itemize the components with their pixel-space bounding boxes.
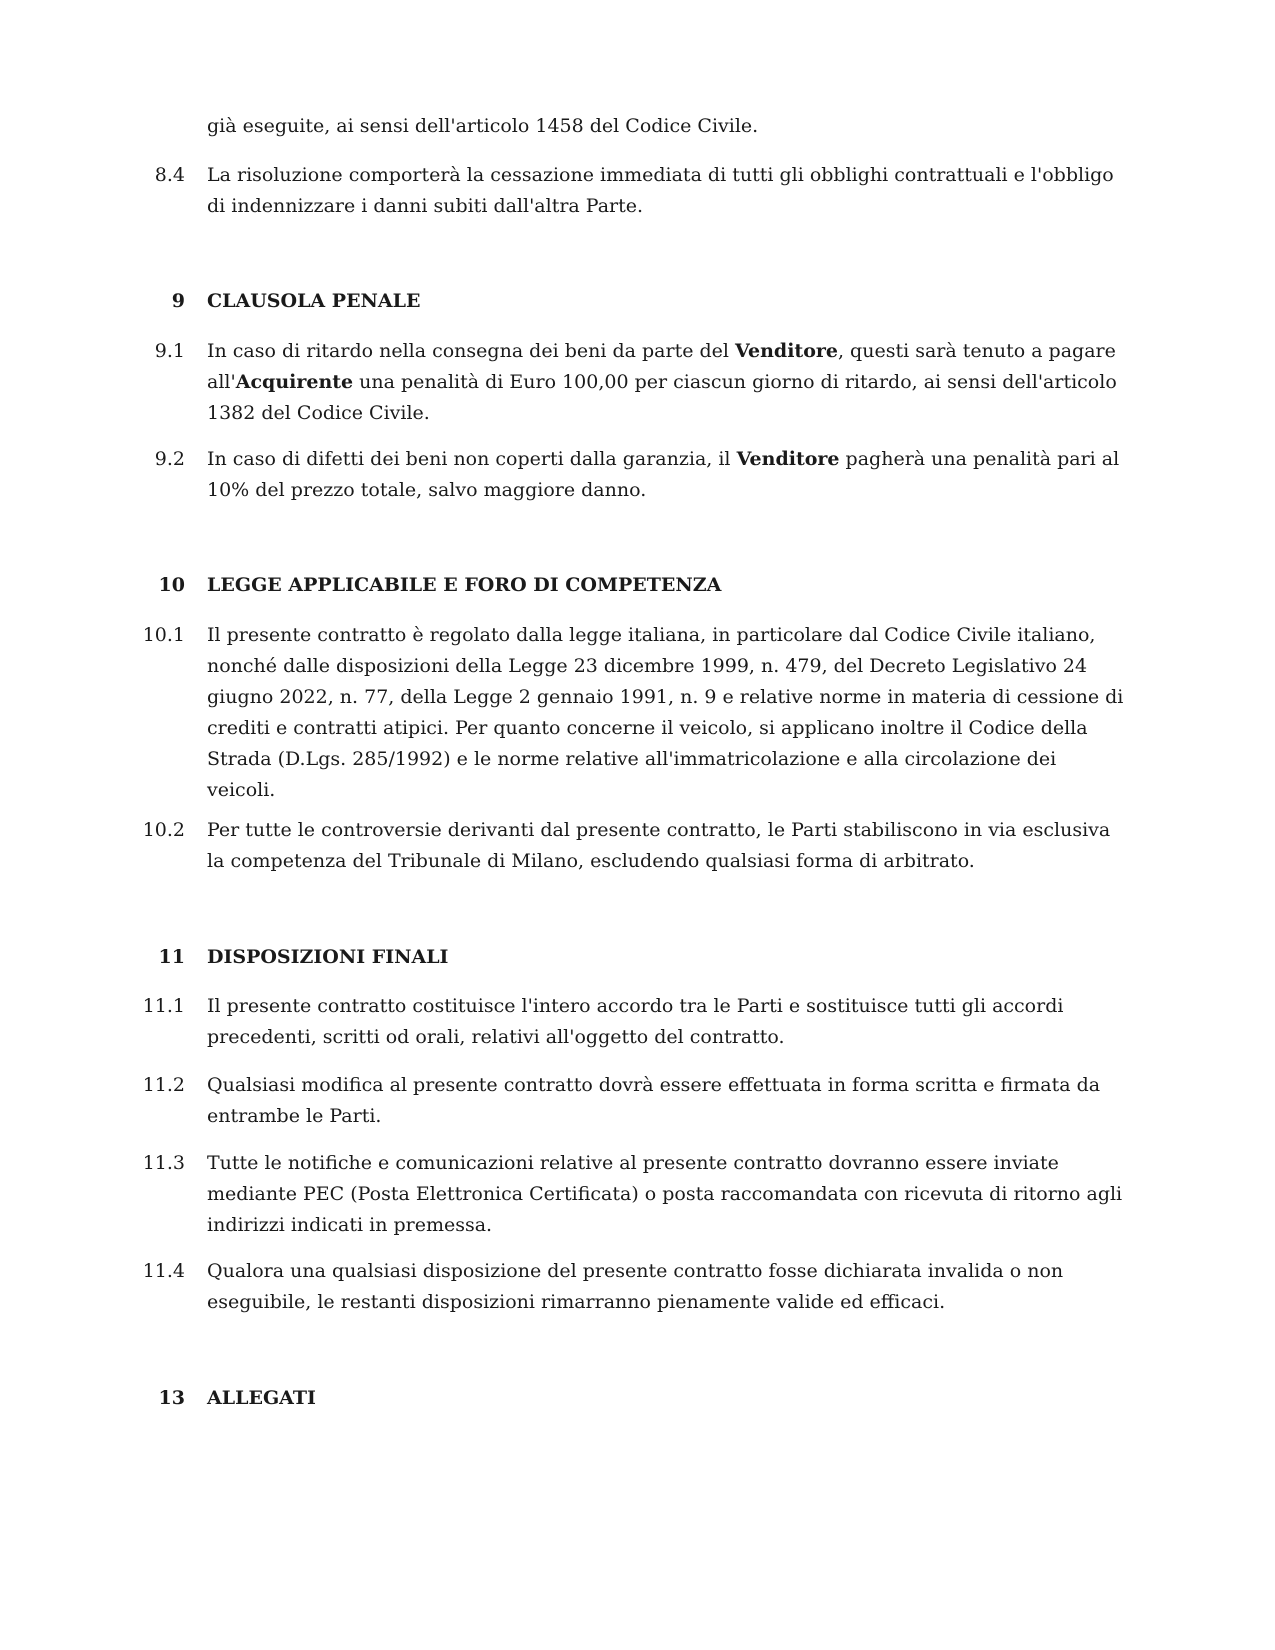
text-line: La risoluzione comporterà la cessazione immediata di tutti gli obblighi contrattuali e l'obbligo — [207, 164, 1114, 186]
clause-number: 9.2 — [154, 448, 185, 470]
text-line — [207, 367, 1137, 398]
text-line — [207, 336, 1137, 367]
section-number: 13 — [158, 1387, 185, 1409]
text-line: Il presente contratto è regolato dalla legge italiana, in particolare dal Codice Civile italiano, — [207, 624, 1096, 646]
clause-text — [207, 160, 1137, 222]
clause-text — [207, 1256, 1137, 1318]
clause-text — [207, 991, 1137, 1053]
text-line: già eseguite, ai sensi dell'articolo 1458 del Codice Civile. — [207, 115, 759, 137]
text-line: veicoli. — [207, 779, 276, 801]
text-line: 1382 del Codice Civile. — [207, 402, 430, 424]
text-line: eseguibile, le restanti disposizioni rimarranno pienamente valide ed efficaci. — [207, 1291, 946, 1313]
text-line: indirizzi indicati in premessa. — [207, 1214, 493, 1236]
text-line: mediante PEC (Posta Elettronica Certificata) o posta raccomandata con ricevuta di ritorno agli — [207, 1183, 1123, 1205]
section-number: 9 — [171, 290, 185, 312]
clause-text — [207, 336, 1137, 429]
text-line: precedenti, scritti od orali, relativi all'oggetto del contratto. — [207, 1026, 785, 1048]
clause-number: 11.3 — [142, 1152, 185, 1174]
text-line: giugno 2022, n. 77, della Legge 2 gennaio 1991, n. 9 e relative norme in materia di cessione di — [207, 686, 1124, 708]
section-title: CLAUSOLA PENALE — [207, 290, 421, 312]
clause-text — [207, 1070, 1137, 1132]
text-line: nonché dalle disposizioni della Legge 23 dicembre 1999, n. 479, del Decreto Legislativo 24 — [207, 655, 1088, 677]
text-run: pagherà una penalità pari al — [839, 448, 1120, 470]
clause-number: 10.1 — [142, 624, 185, 646]
clause-number: 8.4 — [154, 164, 185, 186]
text-line — [207, 444, 1137, 475]
clause-text — [207, 1148, 1137, 1241]
clause-number: 11.1 — [142, 995, 185, 1017]
section-number: 10 — [158, 574, 185, 596]
party-name-bold: Venditore — [735, 340, 838, 362]
clause-text — [207, 815, 1137, 877]
text-run: una penalità di Euro 100,00 per ciascun giorno di ritardo, ai sensi dell'articolo — [353, 371, 1117, 393]
text-line: entrambe le Parti. — [207, 1105, 382, 1127]
text-run: In caso di ritardo nella consegna dei beni da parte del — [207, 340, 736, 362]
clause-text — [207, 444, 1137, 506]
text-line: Tutte le notifiche e comunicazioni relative al presente contratto dovranno essere inviate — [207, 1152, 1059, 1174]
section-title: DISPOSIZIONI FINALI — [207, 946, 449, 968]
text-line: Qualsiasi modifica al presente contratto dovrà essere effettuata in forma scritta e firmata da — [207, 1074, 1101, 1096]
clause-number: 9.1 — [154, 340, 185, 362]
clause-number: 11.2 — [142, 1074, 185, 1096]
clause-text — [207, 111, 1137, 142]
text-run: all' — [207, 371, 236, 393]
text-line: Il presente contratto costituisce l'intero accordo tra le Parti e sostituisce tutti gli accordi — [207, 995, 1064, 1017]
party-name-bold: Acquirente — [235, 371, 354, 393]
section-title: LEGGE APPLICABILE E FORO DI COMPETENZA — [207, 574, 722, 596]
text-line: la competenza del Tribunale di Milano, escludendo qualsiasi forma di arbitrato. — [207, 850, 975, 872]
clause-number: 10.2 — [142, 819, 185, 841]
section-title: ALLEGATI — [207, 1387, 316, 1409]
text-run: , questi sarà tenuto a pagare — [837, 340, 1116, 362]
text-line: Strada (D.Lgs. 285/1992) e le norme relative all'immatricolazione e alla circolazione dei — [207, 748, 1057, 770]
text-line: 10% del prezzo totale, salvo maggiore danno. — [207, 479, 647, 501]
clause-number: 11.4 — [142, 1260, 185, 1282]
text-line: Per tutte le controversie derivanti dal presente contratto, le Parti stabiliscono in via esclusiva — [207, 819, 1111, 841]
section-number: 11 — [158, 946, 185, 968]
party-name-bold: Venditore — [736, 448, 840, 470]
clause-text — [207, 620, 1137, 806]
text-run: In caso di difetti dei beni non coperti dalla garanzia, il — [207, 448, 737, 470]
text-line: crediti e contratti atipici. Per quanto concerne il veicolo, si applicano inoltre il Codice della — [207, 717, 1088, 739]
text-line: di indennizzare i danni subiti dall'altra Parte. — [207, 195, 644, 217]
text-line: Qualora una qualsiasi disposizione del presente contratto fosse dichiarata invalida o non — [207, 1260, 1064, 1282]
